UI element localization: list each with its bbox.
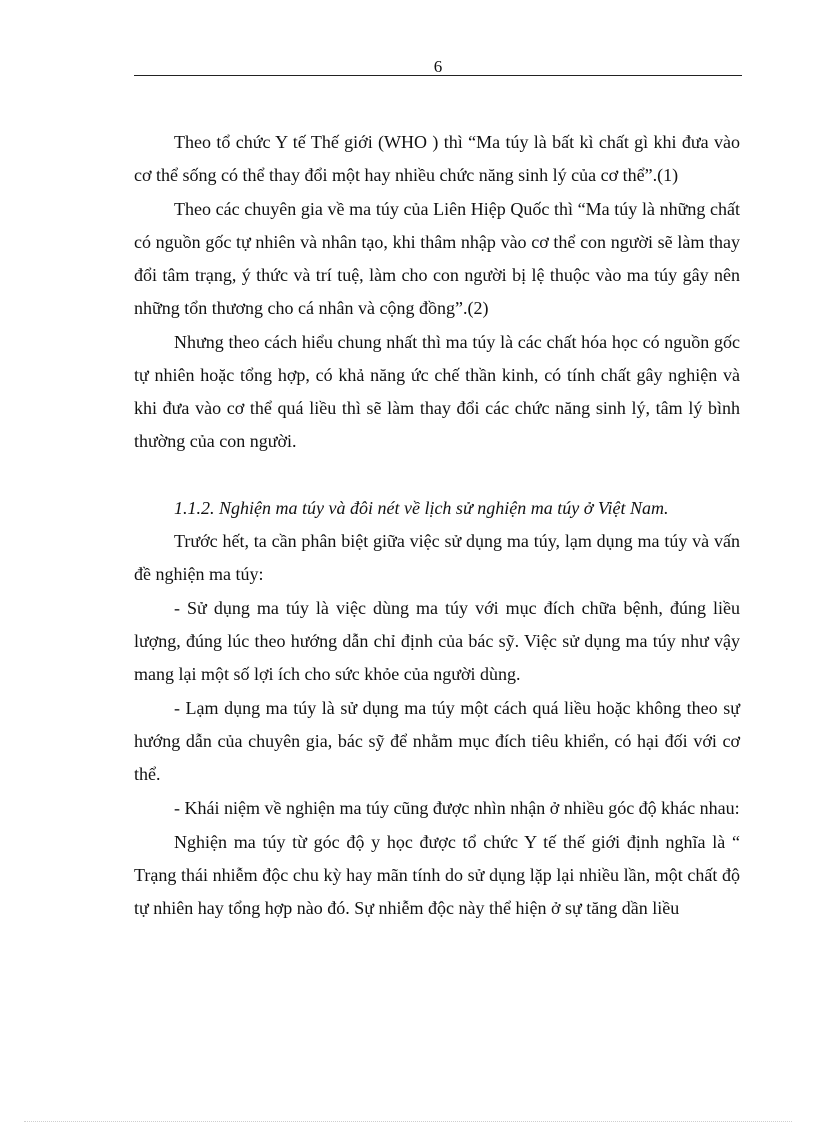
header-rule	[134, 75, 742, 76]
page-header	[134, 58, 742, 78]
paragraph-use: - Sử dụng ma túy là việc dùng ma túy với mục đích chữa bệnh, đúng liều lượng, đúng lúc theo hướng dẫn chỉ định của bác sỹ. Việc sử dụng ma túy như vậy mang lại một số lợi ích cho sức khỏe của người dùng.	[134, 598, 740, 684]
paragraph-abuse: - Lạm dụng ma túy là sử dụng ma túy một cách quá liều hoặc không theo sự hướng dẫn của chuyên gia, bác sỹ để nhằm mục đích tiêu khiển, có hại đối với cơ thể.	[134, 698, 740, 784]
page-number: 6	[433, 57, 443, 76]
paragraph-who-definition: Theo tổ chức Y tế Thế giới (WHO ) thì “Ma túy là bất kì chất gì khi đưa vào cơ thể sống có thể thay đổi một hay nhiều chức năng sinh lý của cơ thể”.(1)	[134, 132, 740, 185]
paragraph-medical-addiction: Nghiện ma túy từ góc độ y học được tổ chức Y tế thế giới định nghĩa là “ Trạng thái nhiễm độc chu kỳ hay mãn tính do sử dụng lặp lại nhiều lần, một chất độ tự nhiên hay tổng hợp nào đó. Sự nhiễm độc này thể hiện ở sự tăng dần liều	[134, 832, 740, 918]
section-heading: 1.1.2. Nghiện ma túy và đôi nét về lịch sử nghiện ma túy ở Việt Nam.	[174, 498, 669, 518]
paragraph-addiction-concept: - Khái niệm về nghiện ma túy cũng được nhìn nhận ở nhiều góc độ khác nhau:	[174, 798, 740, 818]
page-bottom-border	[24, 1121, 792, 1122]
paragraph-distinction-intro: Trước hết, ta cần phân biệt giữa việc sử dụng ma túy, lạm dụng ma túy và vấn đề nghiện ma túy:	[134, 531, 740, 584]
document-body	[134, 126, 740, 926]
paragraph-un-definition: Theo các chuyên gia về ma túy của Liên Hiệp Quốc thì “Ma túy là những chất có nguồn gốc tự nhiên và nhân tạo, khi thâm nhập vào cơ thể con người sẽ làm thay đổi tâm trạng, ý thức và trí tuệ, làm cho con người bị lệ thuộc vào ma túy gây nên những tổn thương cho cá nhân và cộng đồng”.(2)	[134, 199, 740, 318]
paragraph-general-definition: Nhưng theo cách hiểu chung nhất thì ma túy là các chất hóa học có nguồn gốc tự nhiên hoặc tổng hợp, có khả năng ức chế thần kinh, có tính chất gây nghiện và khi đưa vào cơ thể quá liều thì sẽ làm thay đổi các chức năng sinh lý, tâm lý bình thường của con người.	[134, 332, 740, 451]
